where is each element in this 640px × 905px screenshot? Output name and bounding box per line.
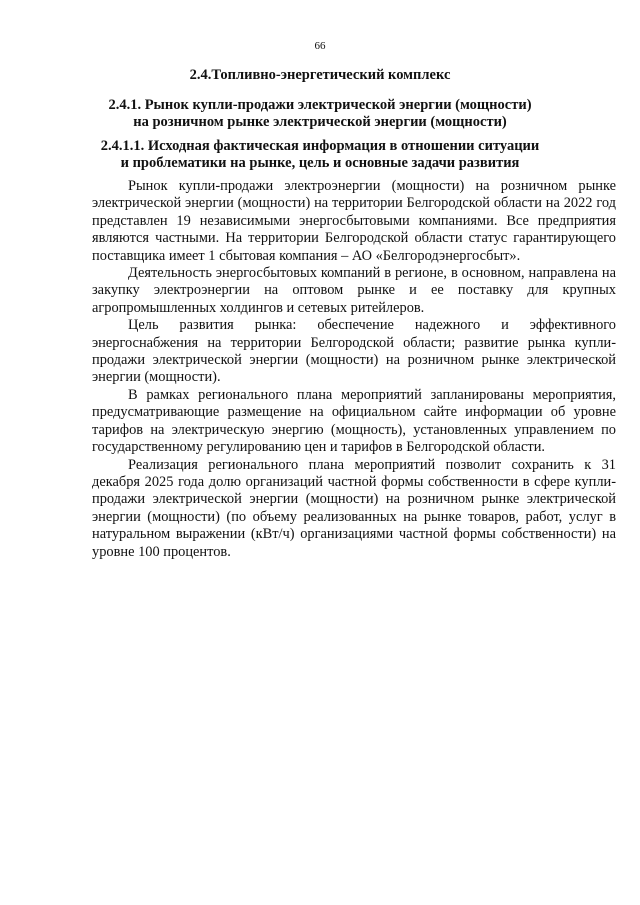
paragraph-market-overview: Рынок купли-продажи электроэнергии (мощности) на розничном рынке электрической энергии (мощности) на территории Белгородской области на 2022 год представлен 19 независимыми энергосбытовыми компаниями. Все предприятия являются частными. На территории Белгородской области статус гарантирующего поставщика имеет 1 сбытовая компания – АО «Белгородэнергосбыт».: [92, 178, 616, 264]
subsubsection-heading-line-2: и проблематики на рынке, цель и основные задачи развития: [120, 155, 520, 171]
page-number: 66: [314, 40, 326, 52]
paragraph-expected-result: Реализация регионального плана мероприятий позволит сохранить к 31 декабря 2025 года долю организаций частной формы собственности в сфере купли-продажи электрической энергии (мощности) на розничном рынке электрической энергии (мощности) (по объему реализованных на рынке товаров, работ, услуг в натуральном выражении (кВт/ч) организациями частной формы собственности) на уровне 100 процентов.: [92, 456, 616, 560]
subsubsection-heading: [0, 138, 640, 172]
paragraph-planned-measures: В рамках регионального плана мероприятий запланированы мероприятия, предусматривающие размещение на официальном сайте информации об уровне тарифов на электрическую энергию (мощность), установленных управлением по государственному регулированию цен и тарифов в Белгородской области.: [92, 386, 616, 456]
subsection-heading-line-1: 2.4.1. Рынок купли-продажи электрической энергии (мощности): [108, 97, 532, 113]
paragraph-company-activity: Деятельность энергосбытовых компаний в регионе, в основном, направлена на закупку электроэнергии на оптовом рынке и ее поставку для крупных агропромышленных холдингов и сетевых ритейлеров.: [92, 265, 616, 316]
subsection-heading-line-2: на розничном рынке электрической энергии (мощности): [133, 114, 507, 130]
section-heading: 2.4.Топливно-энергетический комплекс: [189, 67, 451, 83]
paragraph-development-goal: Цель развития рынка: обеспечение надежного и эффективного энергоснабжения на территории Белгородской области; развитие рынка купли-продажи электрической энергии (мощности) на розничном рынке электрической энергии (мощности).: [92, 317, 616, 386]
body-text: [92, 178, 616, 561]
subsubsection-heading-line-1: 2.4.1.1. Исходная фактическая информация в отношении ситуации: [100, 138, 540, 154]
subsection-heading: [0, 97, 640, 131]
